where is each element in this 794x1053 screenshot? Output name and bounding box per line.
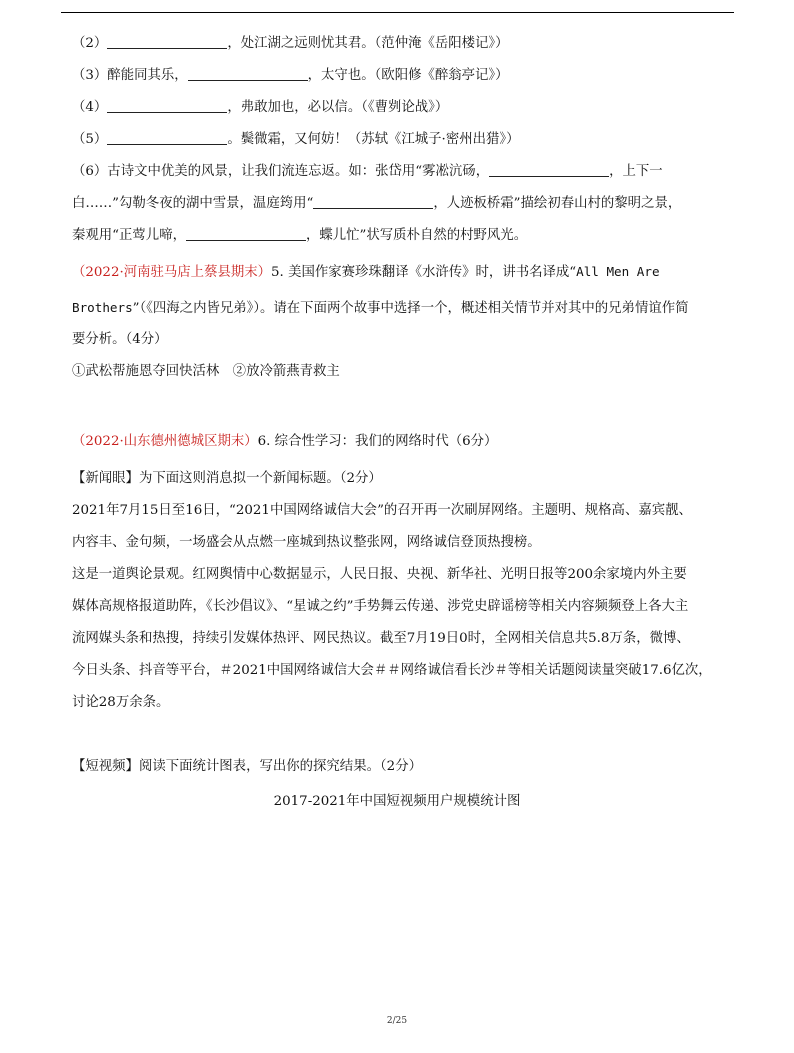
question-6-line3: [72, 226, 734, 246]
q2-answer-blank[interactable]: [107, 35, 227, 49]
english-title: Brothers: [72, 300, 133, 315]
video-heading-text: 【短视频】阅读下面统计图表，写出你的探究结果。（2分）: [72, 759, 422, 774]
q3-prefix: （3）醉能同其乐，: [72, 68, 188, 83]
question-5b-options: [72, 362, 734, 382]
question-5b-line3: [72, 330, 734, 350]
q5b-text: ”（《四海之内皆兄弟》）。请在下面两个故事中选择一个，概述相关情节并对其中的兄弟情谊作简: [132, 301, 689, 316]
chart-title: 2017-2021年中国短视频用户规模统计图: [273, 794, 521, 809]
q2-prefix: （2）: [72, 36, 108, 51]
q6-text: （6）古诗文中优美的风景，让我们流连忘返。如：张岱用“雾凇沆砀，: [72, 164, 490, 179]
english-title: All Men Are: [576, 264, 660, 279]
q5-prefix: （5）: [72, 132, 108, 147]
q6-blank-1[interactable]: [489, 163, 609, 177]
q4-suffix: ，弗敢加也，必以信。（《曹刿论战》）: [227, 100, 449, 115]
q5b-text: 要分析。（4分）: [72, 332, 168, 347]
source-tag: （2022·山东德州德城区期末）: [72, 434, 258, 449]
question-5b-line2: [72, 298, 734, 319]
q6-blank-2[interactable]: [313, 195, 433, 209]
q6-text: 白……”勾勒冬夜的湖中雪景，温庭筠用“: [72, 196, 314, 211]
q2-suffix: ，处江湖之远则忧其君。（范仲淹《岳阳楼记》）: [227, 36, 509, 51]
q6-text: ，蝶儿忙”状写质朴自然的村野风光。: [305, 228, 528, 243]
q4-answer-blank[interactable]: [107, 99, 227, 113]
question-5: [72, 130, 734, 150]
question-3: [72, 66, 734, 86]
q6b-title-text: 6. 综合性学习：我们的网络时代（6分）: [257, 434, 498, 449]
video-heading: [72, 757, 734, 777]
q6-text: 秦观用“正莺儿啼，: [72, 228, 186, 243]
question-6b-title: [72, 432, 734, 452]
q6-text: ，人迹板桥霜”描绘初春山村的黎明之景，: [433, 196, 682, 211]
page-number: 2/25: [386, 1016, 408, 1026]
question-5b-line1: [72, 262, 734, 283]
question-6-line1: [72, 162, 734, 182]
paragraph-2-line: 媒体高规格报道助阵，《长沙倡议》、“星诚之约”手势舞云传递、涉党史辟谣榜等相关内容频频登上各大主: [72, 599, 689, 614]
story-options: ①武松帮施恩夺回快活林 ②放冷箭燕青救主: [72, 364, 340, 379]
q5-answer-blank[interactable]: [107, 131, 227, 145]
q3-suffix: ，太守也。（欧阳修《醉翁亭记》）: [307, 68, 509, 83]
paragraph-2-line: 今日头条、抖音等平台，＃2021中国网络诚信大会＃＃网络诚信看长沙＃等相关话题阅读量突破17.6亿次，: [72, 663, 712, 678]
question-2: [72, 34, 734, 54]
q4-prefix: （4）: [72, 100, 108, 115]
q6-blank-3[interactable]: [186, 227, 306, 241]
q6-text: ，上下一: [609, 164, 663, 179]
news-heading-text: 【新闻眼】为下面这则消息拟一个新闻标题。（2分）: [72, 471, 382, 486]
header-rule: [61, 12, 734, 13]
paragraph-2-line: 讨论28万余条。: [72, 695, 170, 710]
news-heading: [72, 469, 734, 489]
paragraph-2-line: 流网媒头条和热搜，持续引发媒体热评、网民热议。截至7月19日0时，全网相关信息共5.8万条，微博、: [72, 631, 690, 646]
q5b-text: 5. 美国作家赛珍珠翻译《水浒传》时，讲书名译成“: [271, 265, 577, 280]
source-tag: （2022·河南驻马店上蔡县期末）: [72, 265, 272, 280]
question-4: [72, 98, 734, 118]
paragraph-1-line: 内容丰、金句频，一场盛会从点燃一座城到热议整张网，网络诚信登顶热搜榜。: [72, 535, 541, 550]
paragraph-1-line: 2021年7月15日至16日，“2021中国网络诚信大会”的召开再一次刷屏网络。主题明、规格高、嘉宾靓、: [72, 503, 692, 518]
question-6-line2: [72, 194, 734, 214]
q5-suffix: 。鬓微霜，又何妨！（苏轼《江城子·密州出猎》）: [227, 132, 520, 147]
q3-answer-blank[interactable]: [188, 67, 308, 81]
paragraph-2-line: 这是一道舆论景观。红网舆情中心数据显示，人民日报、央视、新华社、光明日报等200余家境内外主要: [72, 567, 687, 582]
